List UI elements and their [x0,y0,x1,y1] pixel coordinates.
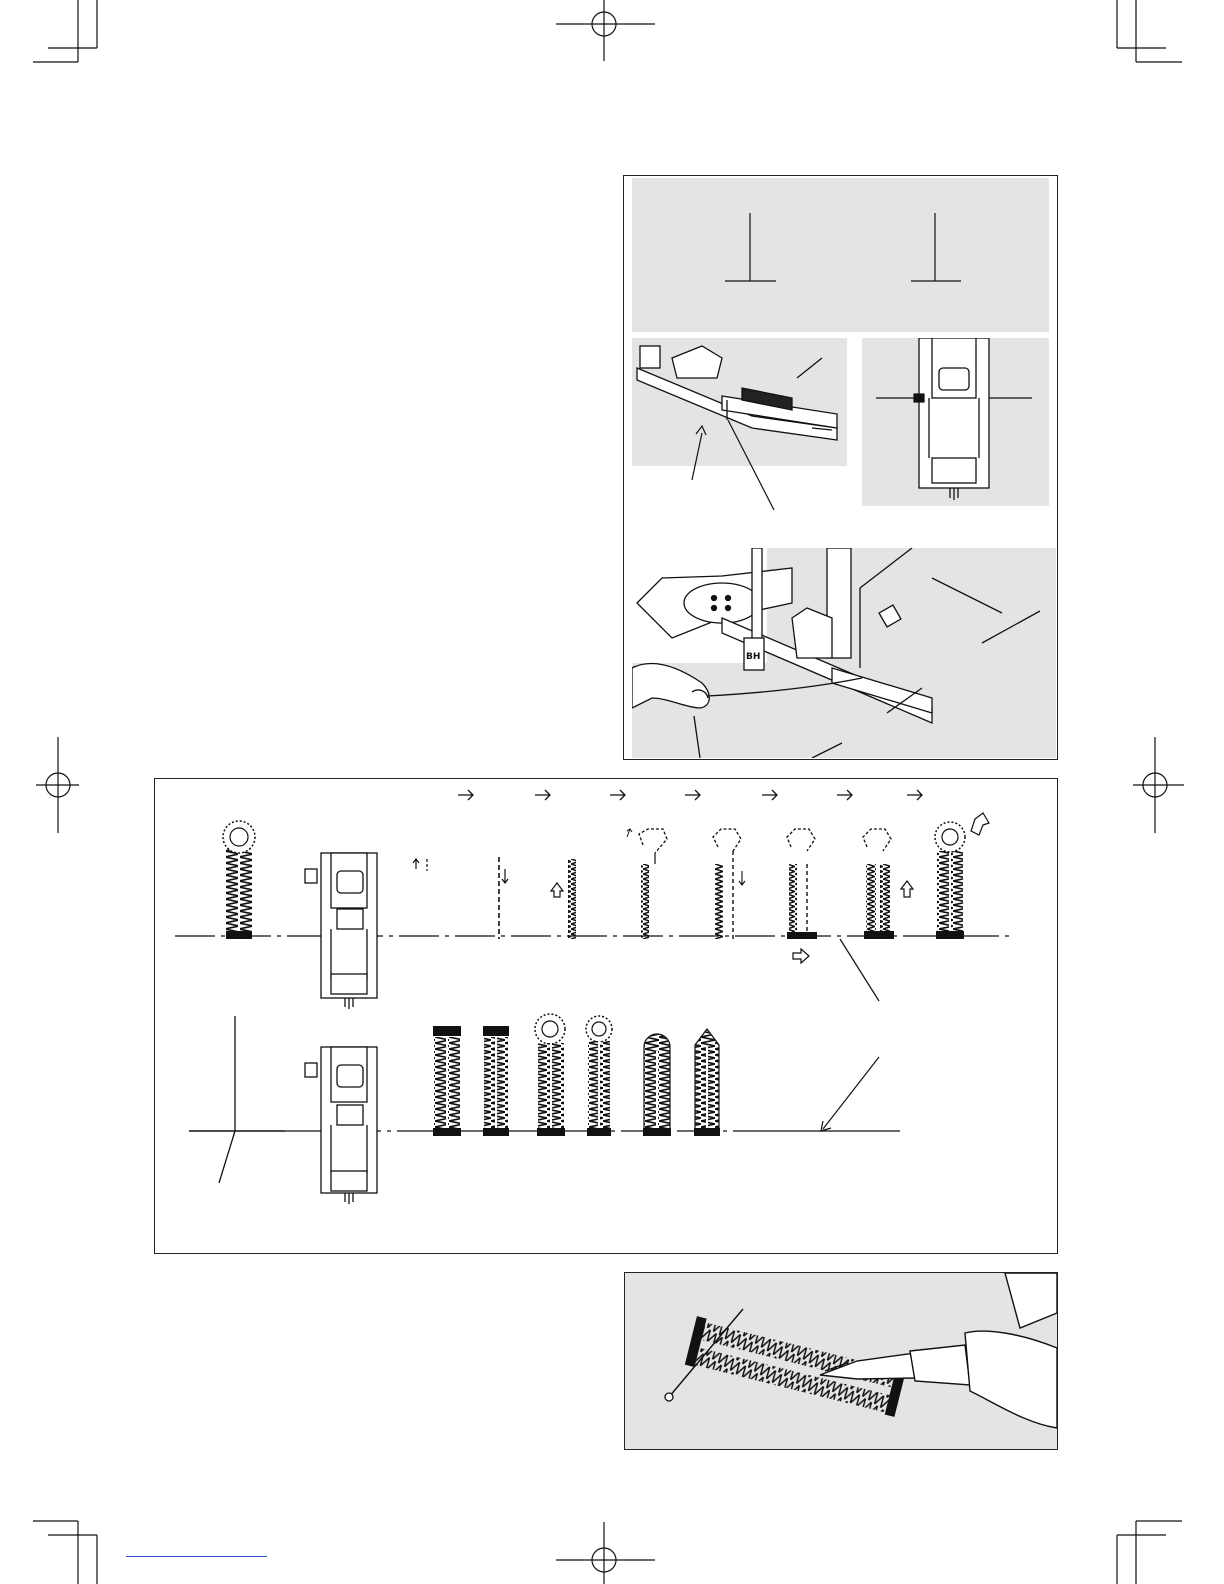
presser-foot-figure-panel [623,175,1058,760]
step-7 [863,829,913,939]
bh-foot-label: BH [746,652,761,662]
buttonhole-sequence-drawing [155,779,1057,1253]
buttonhole-variants [433,1014,720,1136]
step-4 [627,829,667,939]
step-2 [499,857,508,939]
foot-slide-drawing [632,338,847,513]
foot-top-view-upper [305,853,377,1009]
step-arrows [458,790,922,800]
step-1 [413,859,427,871]
buttonhole-size-diagram [632,178,1049,332]
step-8 [935,813,989,939]
seam-ripper-figure [624,1272,1058,1450]
step-6 [787,829,817,963]
lower-pointer [821,1057,879,1131]
foot-slide-perspective [632,338,847,466]
baseline-pointer [840,939,879,1001]
foot-attachment-drawing [632,548,1056,758]
step-5 [713,829,745,939]
footer-link-underline [126,1556,267,1557]
foot-top-view-lower [305,1047,377,1204]
foot-attachment-scene [632,548,1056,758]
cross-marker [219,1016,235,1183]
seam-ripper-drawing [625,1273,1057,1449]
foot-top-view-drawing [862,338,1049,506]
button-size-markers [632,178,1049,332]
step-3 [551,859,576,939]
buttonhole-sequence-panel [154,778,1058,1254]
foot-top-view [862,338,1049,506]
keyhole-example [223,821,255,939]
